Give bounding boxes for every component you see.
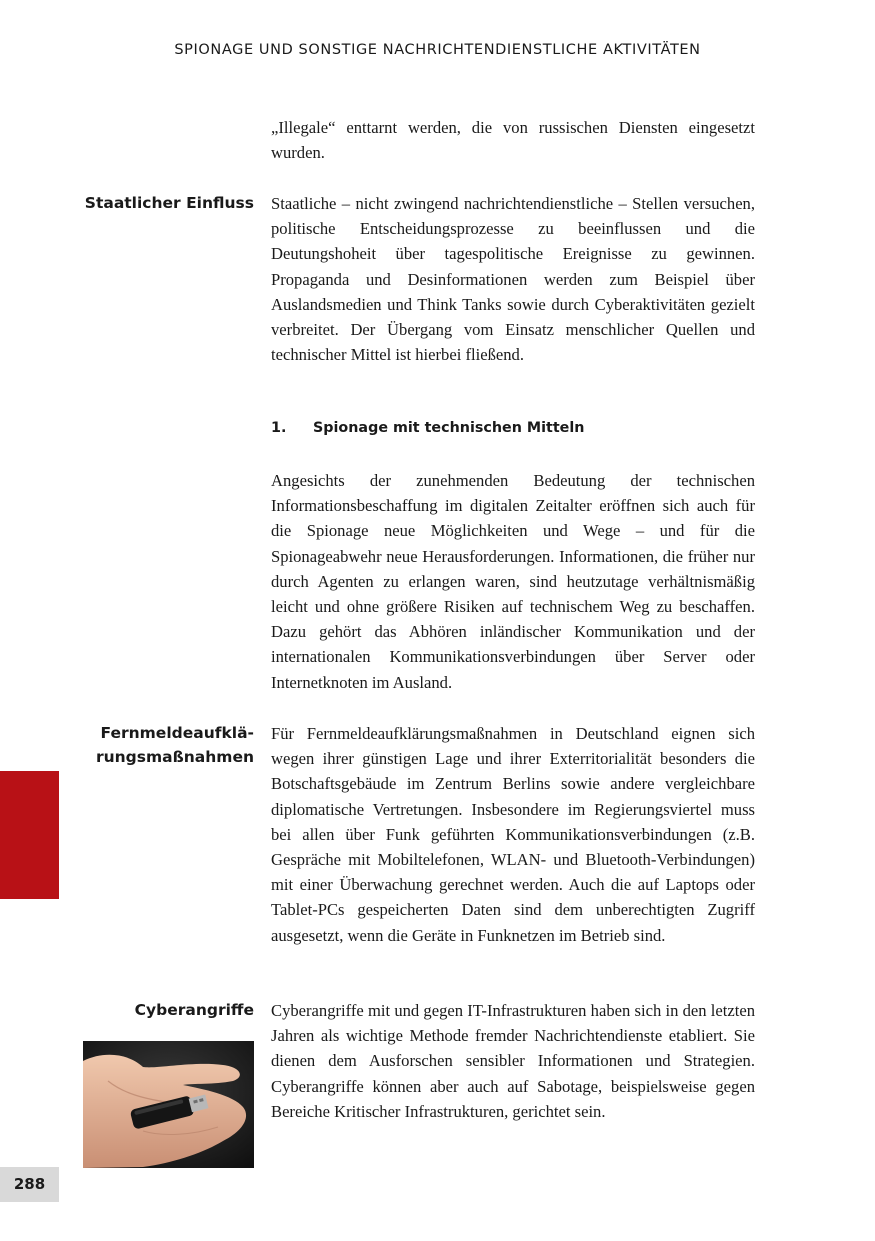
usb-stick-hand-photo: [83, 1041, 254, 1168]
intro-paragraph: „Illegale“ enttarnt werden, die von russischen Diensten eingesetzt wurden.: [271, 118, 755, 163]
section-title: Spionage mit technischen Mitteln: [313, 420, 585, 436]
paragraph-fernmeldeaufklaerung: Für Fernmeldeaufklärungsmaßnahmen in Deutschland eignen sich wegen ihrer günstigen Lage und ihrer Exterritorialität besonders die Botschaftsgebäude im Zentrum Berlins sowie andere vergleichbare diplomatische Vertretungen. Insbesondere im Regierungsviertel muss bei allen über Funk geführten Kommunikationsverbindungen (z.B. Gespräche mit Mobiltelefonen, WLAN- und Bluetooth-Verbindungen) mit einer Überwachung gerechnet werden. Auch die auf Laptops oder Tablet-PCs gespeicherten Daten sind dem unberechtigten Zugriff ausgesetzt, wenn die Geräte in Funknetzen im Betrieb sind.: [271, 724, 755, 945]
chapter-color-tab: [0, 771, 59, 899]
section-number: 1.: [271, 420, 287, 436]
margin-label-fernmeldeaufklaerung: [96, 721, 254, 769]
margin-label-cyberangriffe: Cyberangriffe: [134, 1001, 254, 1019]
paragraph-cyberangriffe: Cyberangriffe mit und gegen IT-Infrastrukturen haben sich in den letzten Jahren als wichtige Methode fremder Nachrichtendienste etabliert. Sie dienen dem Ausforschen sensibler Informationen und Strategien. Cyberangriffe können aber auch auf Sabotage, beispielsweise gegen Bereiche Kritischer Infrastrukturen, gerichtet sein.: [271, 1001, 755, 1121]
margin-label-staatlicher-einfluss: Staatlicher Einfluss: [84, 194, 254, 212]
page-number: 288: [0, 1167, 59, 1202]
running-header: SPIONAGE UND SONSTIGE NACHRICHTENDIENSTLICHE AKTIVITÄTEN: [174, 42, 701, 58]
section-heading: [271, 420, 584, 436]
paragraph-technische-mittel: Angesichts der zunehmenden Bedeutung der technischen Informationsbeschaffung im digitalen Zeitalter eröffnen sich auch für die Spionage neue Möglichkeiten und Wege – und für die Spionageabwehr neue Herausforderungen. Informationen, die früher nur durch Agenten zu erlangen waren, sind heutzutage verhältnismäßig leicht und ohne größere Risiken auf technischem Weg zu beschaffen. Dazu gehört das Abhören inländischer Kommunikation und der internationalen Kommunikationsverbindungen über Server oder Internetknoten im Ausland.: [271, 471, 755, 692]
paragraph-staatlicher-einfluss: Staatliche – nicht zwingend nachrichtendienstliche – Stellen versuchen, politische Entscheidungsprozesse zu beeinflussen und die Deutungshoheit über tagespolitische Ereignisse zu gewinnen. Propaganda und Desinformationen werden zum Beispiel über Auslandsmedien und Think Tanks sowie durch Cyberaktivitäten gezielt verbreitet. Der Übergang vom Einsatz menschlicher Quellen und technischer Mittel ist hierbei fließend.: [271, 194, 755, 365]
margin-label-line-2: rungsmaßnahmen: [95, 748, 254, 766]
margin-label-line-1: Fernmeldeaufklä-: [100, 724, 254, 742]
